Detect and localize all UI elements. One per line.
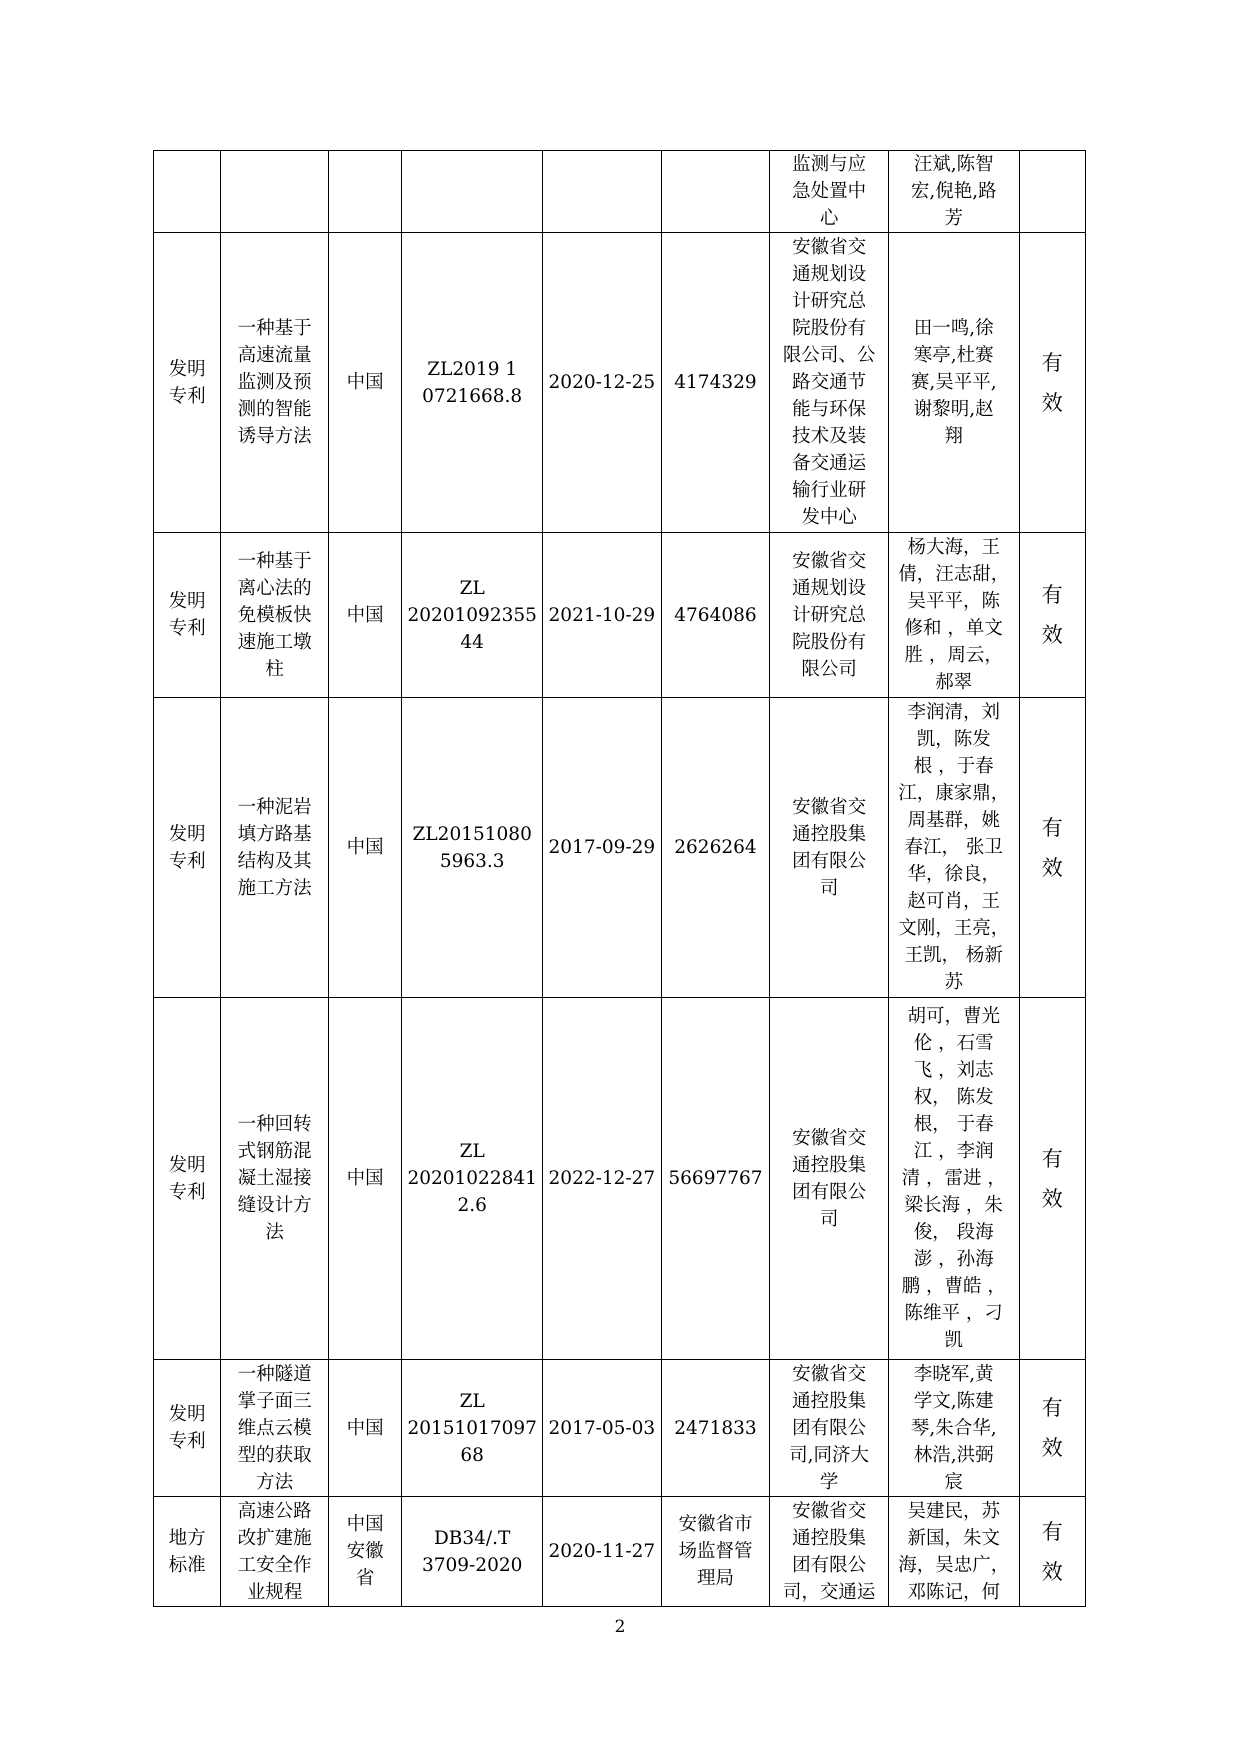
type-cell [154,151,221,233]
certificate-number-cell: 2626264 [661,698,770,998]
name-cell: 一种基于 高速流量 监测及预 测的智能 诱导方法 [221,233,329,533]
holder-cell: 监测与应 急处置中 心 [770,151,889,233]
status-cell: 有 效 [1019,698,1085,998]
country-cell: 中国 [328,1360,401,1497]
type-cell: 发明 专利 [154,533,221,698]
certificate-number-cell: 56697767 [661,998,770,1360]
holder-cell: 安徽省交 通控股集 团有限公 司 [770,998,889,1360]
date-cell [543,151,662,233]
patent-number-cell: ZL 20151017097 68 [402,1360,543,1497]
date-cell: 2020-11-27 [543,1497,662,1607]
type-cell: 发明 专利 [154,998,221,1360]
status-cell: 有 效 [1019,533,1085,698]
date-cell: 2020-12-25 [543,233,662,533]
date-cell: 2022-12-27 [543,998,662,1360]
inventors-cell: 田一鸣,徐 寒亭,杜赛 赛,吴平平, 谢黎明,赵 翔 [888,233,1019,533]
table-row [154,1497,1086,1607]
date-cell: 2017-05-03 [543,1360,662,1497]
certificate-number-cell: 4174329 [661,233,770,533]
certificate-number-cell [661,151,770,233]
table-row [154,1360,1086,1497]
country-cell: 中国 [328,998,401,1360]
table-row [154,698,1086,998]
inventors-cell: 杨大海，王 倩，汪志甜， 吴平平，陈 修和 ，单文 胜 ，周云， 郝翠 [888,533,1019,698]
status-cell: 有 效 [1019,1497,1085,1607]
patent-number-cell: ZL20151080 5963.3 [402,698,543,998]
patent-number-cell: ZL 2020109235544 [402,533,543,698]
name-cell [221,151,329,233]
inventors-cell: 胡可，曹光 伦 ，石雪 飞 ，刘志 权， 陈发 根， 于春 江 ，李润 清 ，雷进 ， 梁长海 ，朱 俊， 段海 澎 ，孙海 鹏 ，曹皓 ， 陈维平 ，刁 凯 [888,998,1019,1360]
type-cell: 发明 专利 [154,233,221,533]
type-cell: 发明 专利 [154,1360,221,1497]
name-cell: 一种基于 离心法的 免模板快 速施工墩 柱 [221,533,329,698]
inventors-cell: 汪斌,陈智 宏,倪艳,路 芳 [888,151,1019,233]
table-row [154,151,1086,233]
page-number: 2 [614,1617,626,1637]
patent-number-cell [402,151,543,233]
country-cell: 中国 安徽 省 [328,1497,401,1607]
patent-number-cell: ZL2019 1 0721668.8 [402,233,543,533]
holder-cell: 安徽省交 通规划设 计研究总 院股份有 限公司 [770,533,889,698]
name-cell: 一种回转 式钢筋混 凝土湿接 缝设计方 法 [221,998,329,1360]
table-row [154,233,1086,533]
patent-table [153,150,1086,1607]
status-cell [1019,151,1085,233]
type-cell: 发明 专利 [154,698,221,998]
inventors-cell: 李晓军,黄 学文,陈建 琴,朱合华, 林浩,洪弼 宸 [888,1360,1019,1497]
name-cell: 高速公路 改扩建施 工安全作 业规程 [221,1497,329,1607]
name-cell: 一种泥岩 填方路基 结构及其 施工方法 [221,698,329,998]
patent-number-cell: ZL 20201022841 2.6 [402,998,543,1360]
table-row [154,533,1086,698]
name-cell: 一种隧道 掌子面三 维点云模 型的获取 方法 [221,1360,329,1497]
holder-cell: 安徽省交 通控股集 团有限公 司，交通运 [770,1497,889,1607]
table-row [154,998,1086,1360]
certificate-number-cell: 2471833 [661,1360,770,1497]
date-cell: 2017-09-29 [543,698,662,998]
country-cell: 中国 [328,233,401,533]
patent-number-cell: DB34/.T 3709-2020 [402,1497,543,1607]
certificate-number-cell: 4764086 [661,533,770,698]
certificate-number-cell: 安徽省市 场监督管 理局 [661,1497,770,1607]
type-cell: 地方 标准 [154,1497,221,1607]
holder-cell: 安徽省交 通规划设 计研究总 院股份有 限公司、公 路交通节 能与环保 技术及装 备交通运 输行业研 发中心 [770,233,889,533]
status-cell: 有 效 [1019,233,1085,533]
country-cell: 中国 [328,698,401,998]
date-cell: 2021-10-29 [543,533,662,698]
country-cell: 中国 [328,533,401,698]
country-cell [328,151,401,233]
inventors-cell: 李润清，刘 凯，陈发 根 ，于春 江，康家鼎， 周基群，姚 春江， 张卫 华，徐良， 赵可肖，王 文刚，王亮， 王凯， 杨新 苏 [888,698,1019,998]
holder-cell: 安徽省交 通控股集 团有限公 司,同济大 学 [770,1360,889,1497]
inventors-cell: 吴建民，苏 新国，朱文 海，吴忠广， 邓陈记，何 [888,1497,1019,1607]
status-cell: 有 效 [1019,998,1085,1360]
holder-cell: 安徽省交 通控股集 团有限公 司 [770,698,889,998]
status-cell: 有 效 [1019,1360,1085,1497]
